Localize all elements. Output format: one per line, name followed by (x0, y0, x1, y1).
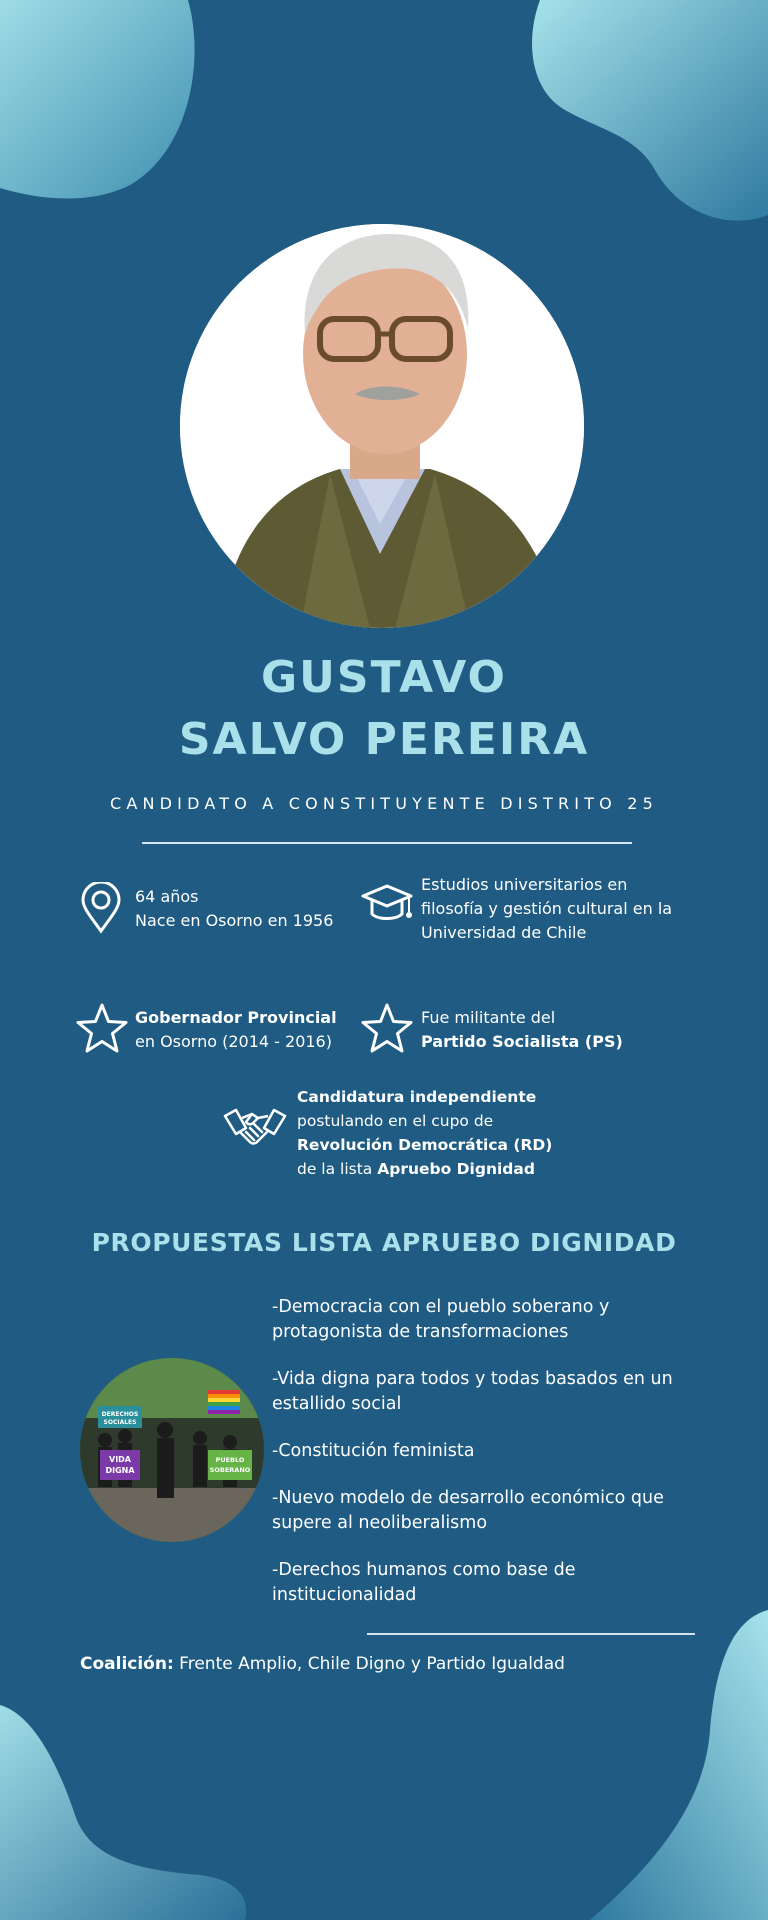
star-icon (360, 1002, 414, 1056)
divider-top (142, 842, 632, 844)
candidate-last-name: SALVO PEREIRA (178, 714, 590, 765)
svg-text:SOCIALES: SOCIALES (103, 1419, 137, 1426)
age-value: 64 años (135, 887, 199, 906)
star-icon (75, 1002, 129, 1056)
education-line-1: Estudios universitarios en (421, 875, 628, 894)
proposal-item: -Constitución feminista (272, 1441, 475, 1461)
candidacy-title: Candidatura independiente (297, 1088, 537, 1106)
education-text (421, 873, 672, 945)
candidacy-list-prefix: de la lista (297, 1160, 373, 1178)
governor-title: Gobernador Provincial (135, 1008, 337, 1027)
party-name: Partido Socialista (PS) (421, 1032, 623, 1051)
top-right-blob (530, 0, 768, 225)
proposal-item: -Democracia con el pueblo soberano y protagonista de transformaciones (272, 1297, 610, 1342)
education-line-2: filosofía y gestión cultural en la (421, 899, 673, 918)
proposals-title: PROPUESTAS LISTA APRUEBO DIGNIDAD (91, 1228, 677, 1257)
candidacy-party: Revolución Democrática (RD) (297, 1136, 553, 1154)
candidacy-list-line (297, 1157, 552, 1181)
sign-pueblo-soberano (208, 1450, 252, 1480)
svg-text:DIGNA: DIGNA (105, 1466, 135, 1475)
governor-text (135, 1006, 337, 1054)
handshake-icon (222, 1104, 288, 1152)
age-text (135, 885, 333, 933)
divider-bottom (367, 1633, 695, 1635)
bottom-right-blob (590, 1600, 768, 1920)
coalition-value: Frente Amplio, Chile Digno y Partido Igualdad (179, 1654, 565, 1674)
governor-period: en Osorno (2014 - 2016) (135, 1032, 332, 1051)
proposal-item: -Nuevo modelo de desarrollo económico que supere al neoliberalismo (272, 1488, 664, 1533)
bottom-left-blob (0, 1700, 250, 1920)
coalition-label: Coalición: (80, 1654, 174, 1674)
svg-text:VIDA: VIDA (109, 1455, 131, 1464)
coalition-line (80, 1654, 565, 1674)
svg-text:DERECHOS: DERECHOS (101, 1411, 139, 1418)
graduation-cap-icon (360, 882, 414, 934)
candidacy-text (297, 1085, 552, 1181)
birth-value: Nace en Osorno en 1956 (135, 911, 334, 930)
candidate-portrait (180, 224, 584, 628)
candidacy-list-name: Apruebo Dignidad (377, 1160, 535, 1178)
svg-text:PUEBLO: PUEBLO (215, 1456, 245, 1464)
candidacy-line-2: postulando en el cupo de (297, 1112, 494, 1130)
top-left-blob (0, 0, 200, 200)
proposal-item: -Derechos humanos como base de institucionalidad (272, 1560, 576, 1605)
proposal-item: -Vida digna para todos y todas basados en un estallido social (272, 1369, 673, 1414)
candidate-subtitle: CANDIDATO A CONSTITUYENTE DISTRITO 25 (109, 794, 659, 813)
rally-photo (80, 1358, 264, 1542)
education-line-3: Universidad de Chile (421, 923, 587, 942)
candidate-first-name: GUSTAVO (261, 652, 507, 703)
location-pin-icon (80, 882, 122, 934)
svg-text:SOBERANO: SOBERANO (209, 1466, 251, 1474)
party-text (421, 1006, 623, 1054)
party-intro: Fue militante del (421, 1008, 556, 1027)
proposals-list (272, 1295, 702, 1630)
